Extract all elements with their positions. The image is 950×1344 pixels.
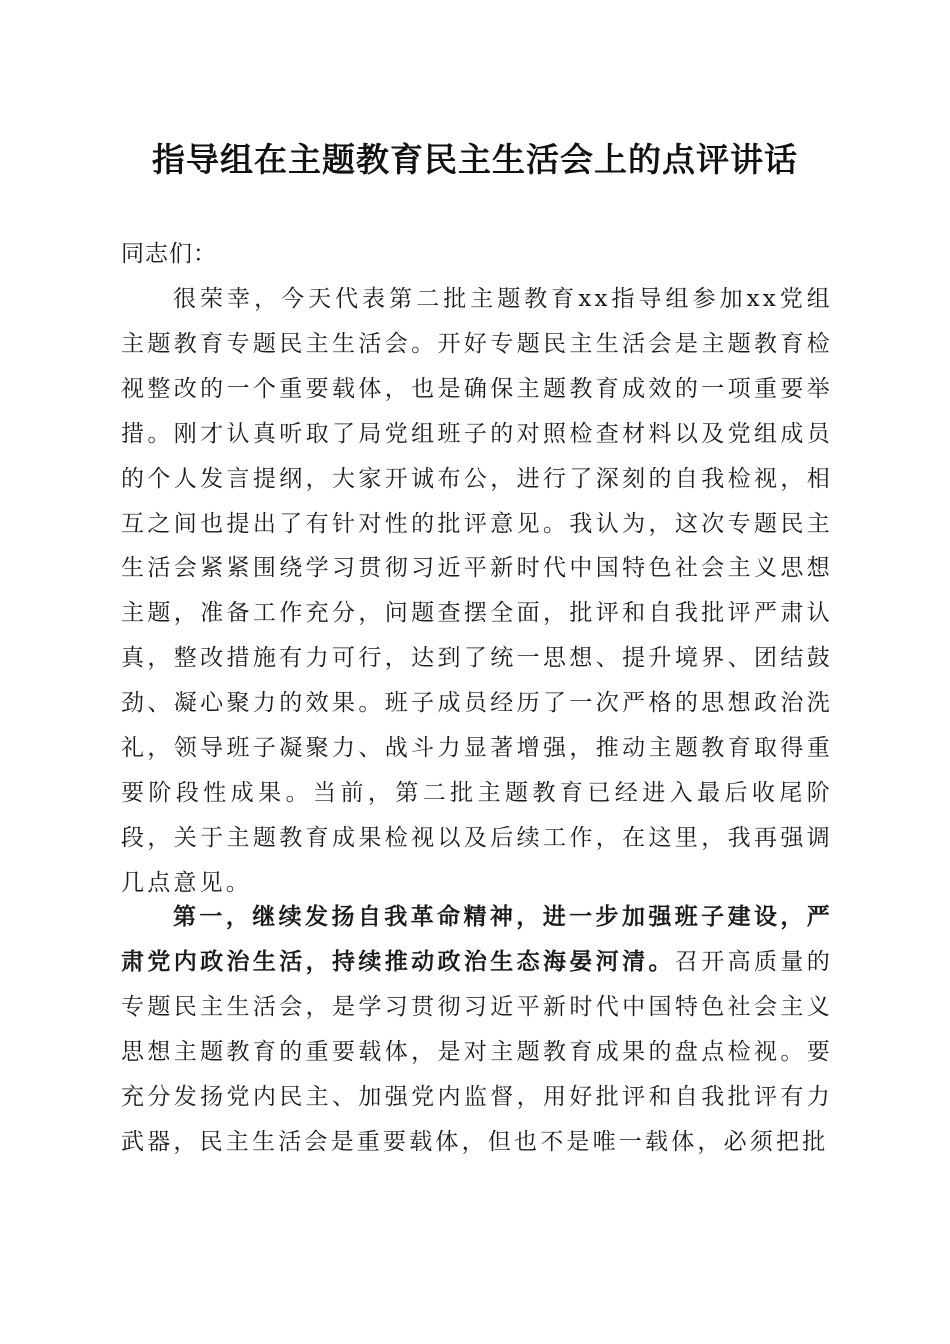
paragraph-intro	[121, 277, 833, 906]
paragraph-intro-text: 很荣幸，今天代表第二批主题教育xx指导组参加xx党组主题教育专题民主生活会。开好专题民主生活会是主题教育检视整改的一个重要载体，也是确保主题教育成效的一项重要举措。刚才认真听取了局党组班子的对照检查材料以及党组成员的个人发言提纲，大家开诚布公，进行了深刻的自我检视，相互之间也提出了有针对性的批评意见。我认为，这次专题民主生活会紧紧围绕学习贯彻习近平新时代中国特色社会主义思想主题，准备工作充分，问题查摆全面，批评和自我批评严肃认真，整改措施有力可行，达到了统一思想、提升境界、团结鼓劲、凝心聚力的效果。班子成员经历了一次严格的思想政治洗礼，领导班子凝聚力、战斗力显著增强，推动主题教育取得重要阶段性成果。当前，第二批主题教育已经进入最后收尾阶段，关于主题教育成果检视以及后续工作，在这里，我再强调几点意见。	[121, 286, 833, 896]
paragraph-point-one-lead: 第一，继续发扬自我革命精神，进一步加强班子建设，严肃党内政治生活，持续推动政治生态海晏河清。	[121, 903, 833, 975]
salutation: 同志们：	[121, 241, 217, 267]
paragraph-point-one	[121, 895, 833, 1164]
paragraph-point-one-text: 召开高质量的专题民主生活会，是学习贯彻习近平新时代中国特色社会主义思想主题教育的重要载体，是对主题教育成果的盘点检视。要充分发扬党内民主、加强党内监督，用好批评和自我批评有力武器，民主生活会是重要载体，但也不是唯一载体，必须把批	[121, 948, 834, 1155]
document-title: 指导组在主题教育民主生活会上的点评讲话	[152, 140, 798, 179]
